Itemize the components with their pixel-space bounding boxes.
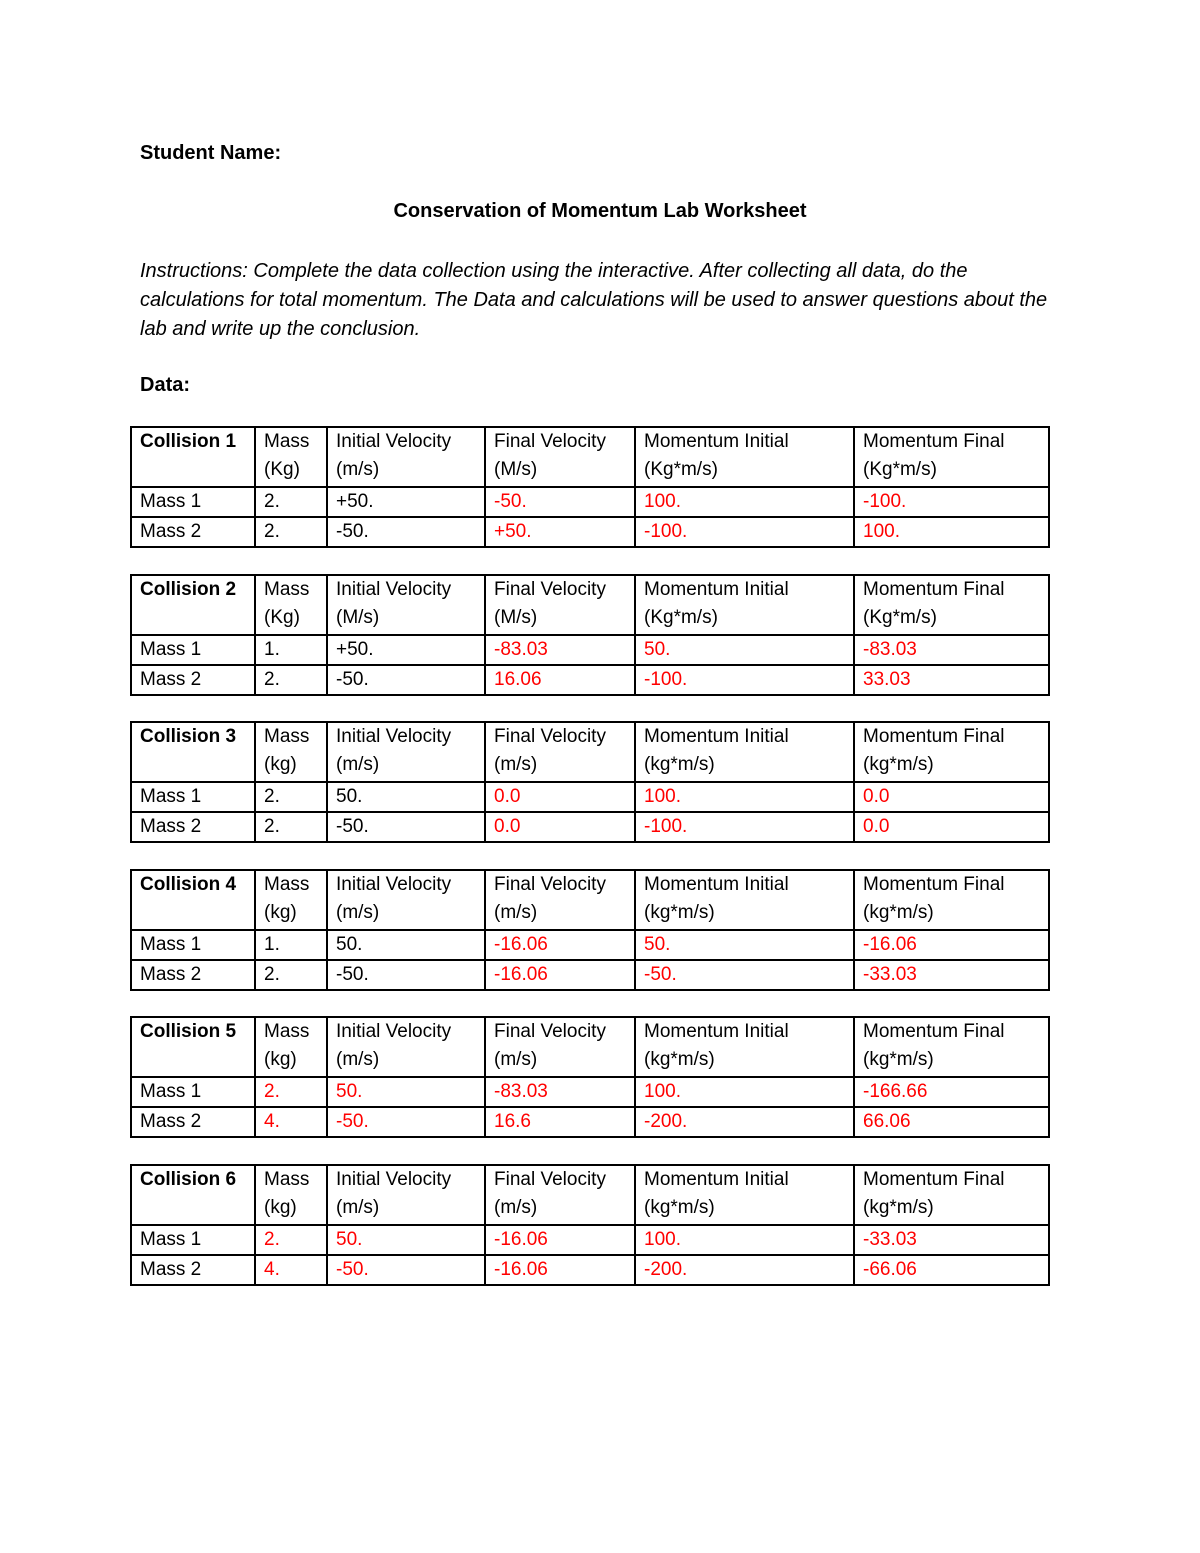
table-cell: -50. xyxy=(485,487,635,517)
column-header: Final Velocity (m/s) xyxy=(485,722,635,782)
table-header-row xyxy=(131,1165,1049,1225)
table-row xyxy=(131,1225,1049,1255)
table-row xyxy=(131,812,1049,842)
table-cell: -50. xyxy=(327,1255,485,1285)
instructions-text: Instructions: Complete the data collection using the interactive. After collecting all data, do the calculations for total momentum. The Data and calculations will be used to answer questions about the lab and write up the conclusion. xyxy=(140,260,1048,340)
table-cell: 0.0 xyxy=(854,782,1049,812)
table-cell: +50. xyxy=(327,487,485,517)
table-cell: -100. xyxy=(854,487,1049,517)
collision-label: Collision 3 xyxy=(131,722,255,782)
table-cell: 100. xyxy=(854,517,1049,547)
table-cell: +50. xyxy=(485,517,635,547)
table-cell: -16.06 xyxy=(485,930,635,960)
column-header: Initial Velocity (m/s) xyxy=(327,427,485,487)
table-cell: 1. xyxy=(255,635,327,665)
table-cell: -83.03 xyxy=(485,635,635,665)
table-cell: 50. xyxy=(327,930,485,960)
table-cell: 2. xyxy=(255,812,327,842)
table-cell: -83.03 xyxy=(485,1077,635,1107)
column-header: Mass (kg) xyxy=(255,870,327,930)
column-header: Mass (Kg) xyxy=(255,427,327,487)
collision-label: Collision 1 xyxy=(131,427,255,487)
row-label: Mass 2 xyxy=(131,1107,255,1137)
table-cell: 0.0 xyxy=(854,812,1049,842)
table-cell: -50. xyxy=(327,960,485,990)
table-cell: -100. xyxy=(635,812,854,842)
table-cell: -16.06 xyxy=(485,960,635,990)
table-cell: 100. xyxy=(635,1077,854,1107)
column-header: Momentum Initial (Kg*m/s) xyxy=(635,427,854,487)
table-cell: 16.06 xyxy=(485,665,635,695)
table-cell: -100. xyxy=(635,665,854,695)
table-cell: 4. xyxy=(255,1255,327,1285)
table-cell: 2. xyxy=(255,1077,327,1107)
column-header: Momentum Final (kg*m/s) xyxy=(854,722,1049,782)
table-cell: 100. xyxy=(635,1225,854,1255)
data-heading: Data: xyxy=(140,374,191,396)
table-cell: -33.03 xyxy=(854,1225,1049,1255)
column-header: Initial Velocity (M/s) xyxy=(327,575,485,635)
table-header-row xyxy=(131,427,1049,487)
table-row xyxy=(131,930,1049,960)
row-label: Mass 2 xyxy=(131,665,255,695)
column-header: Final Velocity (M/s) xyxy=(485,427,635,487)
table-cell: 0.0 xyxy=(485,782,635,812)
table-cell: -166.66 xyxy=(854,1077,1049,1107)
collision-table-4 xyxy=(130,869,1050,991)
column-header: Mass (kg) xyxy=(255,1017,327,1077)
table-row xyxy=(131,960,1049,990)
table-row xyxy=(131,1255,1049,1285)
table-cell: 50. xyxy=(635,930,854,960)
collision-table-1 xyxy=(130,426,1050,548)
table-header-row xyxy=(131,722,1049,782)
table-cell: 2. xyxy=(255,487,327,517)
table-cell: 100. xyxy=(635,782,854,812)
collision-label: Collision 6 xyxy=(131,1165,255,1225)
table-cell: -66.06 xyxy=(854,1255,1049,1285)
table-cell: -16.06 xyxy=(485,1225,635,1255)
row-label: Mass 1 xyxy=(131,782,255,812)
collision-table-5 xyxy=(130,1016,1050,1138)
table-cell: -50. xyxy=(635,960,854,990)
row-label: Mass 2 xyxy=(131,812,255,842)
table-cell: -50. xyxy=(327,812,485,842)
table-cell: 16.6 xyxy=(485,1107,635,1137)
table-cell: -50. xyxy=(327,665,485,695)
column-header: Momentum Initial (kg*m/s) xyxy=(635,870,854,930)
row-label: Mass 1 xyxy=(131,1077,255,1107)
table-cell: -50. xyxy=(327,1107,485,1137)
table-cell: -200. xyxy=(635,1255,854,1285)
collision-label: Collision 2 xyxy=(131,575,255,635)
collision-label: Collision 5 xyxy=(131,1017,255,1077)
row-label: Mass 2 xyxy=(131,1255,255,1285)
table-header-row xyxy=(131,870,1049,930)
row-label: Mass 1 xyxy=(131,487,255,517)
table-row xyxy=(131,665,1049,695)
column-header: Momentum Final (Kg*m/s) xyxy=(854,575,1049,635)
column-header: Final Velocity (m/s) xyxy=(485,1017,635,1077)
table-header-row xyxy=(131,1017,1049,1077)
column-header: Initial Velocity (m/s) xyxy=(327,870,485,930)
collision-table-6 xyxy=(130,1164,1050,1286)
column-header: Momentum Initial (kg*m/s) xyxy=(635,1165,854,1225)
column-header: Mass (kg) xyxy=(255,1165,327,1225)
table-cell: 2. xyxy=(255,665,327,695)
table-cell: -16.06 xyxy=(854,930,1049,960)
table-cell: 2. xyxy=(255,1225,327,1255)
column-header: Momentum Final (Kg*m/s) xyxy=(854,427,1049,487)
column-header: Initial Velocity (m/s) xyxy=(327,1165,485,1225)
table-cell: -16.06 xyxy=(485,1255,635,1285)
page-title: Conservation of Momentum Lab Worksheet xyxy=(393,200,807,222)
table-cell: -50. xyxy=(327,517,485,547)
column-header: Momentum Initial (kg*m/s) xyxy=(635,1017,854,1077)
table-cell: 33.03 xyxy=(854,665,1049,695)
column-header: Momentum Initial (kg*m/s) xyxy=(635,722,854,782)
column-header: Final Velocity (m/s) xyxy=(485,1165,635,1225)
row-label: Mass 1 xyxy=(131,1225,255,1255)
table-cell: 1. xyxy=(255,930,327,960)
student-name-label: Student Name: xyxy=(140,142,282,164)
table-cell: 66.06 xyxy=(854,1107,1049,1137)
table-cell: 50. xyxy=(327,1077,485,1107)
table-row xyxy=(131,782,1049,812)
table-cell: 100. xyxy=(635,487,854,517)
table-row xyxy=(131,1077,1049,1107)
collision-label: Collision 4 xyxy=(131,870,255,930)
table-row xyxy=(131,635,1049,665)
column-header: Momentum Final (kg*m/s) xyxy=(854,870,1049,930)
table-cell: 50. xyxy=(327,782,485,812)
column-header: Final Velocity (M/s) xyxy=(485,575,635,635)
column-header: Momentum Final (kg*m/s) xyxy=(854,1017,1049,1077)
column-header: Mass (Kg) xyxy=(255,575,327,635)
table-cell: -83.03 xyxy=(854,635,1049,665)
table-row xyxy=(131,487,1049,517)
table-row xyxy=(131,1107,1049,1137)
table-cell: +50. xyxy=(327,635,485,665)
table-cell: 2. xyxy=(255,782,327,812)
column-header: Initial Velocity (m/s) xyxy=(327,722,485,782)
column-header: Initial Velocity (m/s) xyxy=(327,1017,485,1077)
table-cell: 0.0 xyxy=(485,812,635,842)
column-header: Momentum Initial (Kg*m/s) xyxy=(635,575,854,635)
column-header: Final Velocity (m/s) xyxy=(485,870,635,930)
row-label: Mass 2 xyxy=(131,517,255,547)
table-cell: -33.03 xyxy=(854,960,1049,990)
column-header: Mass (kg) xyxy=(255,722,327,782)
column-header: Momentum Final (kg*m/s) xyxy=(854,1165,1049,1225)
collision-table-3 xyxy=(130,721,1050,843)
table-cell: 2. xyxy=(255,517,327,547)
row-label: Mass 1 xyxy=(131,930,255,960)
collision-table-2 xyxy=(130,574,1050,696)
table-cell: 4. xyxy=(255,1107,327,1137)
table-cell: 2. xyxy=(255,960,327,990)
table-row xyxy=(131,517,1049,547)
row-label: Mass 1 xyxy=(131,635,255,665)
table-cell: 50. xyxy=(635,635,854,665)
table-header-row xyxy=(131,575,1049,635)
table-cell: 50. xyxy=(327,1225,485,1255)
row-label: Mass 2 xyxy=(131,960,255,990)
table-cell: -100. xyxy=(635,517,854,547)
table-cell: -200. xyxy=(635,1107,854,1137)
